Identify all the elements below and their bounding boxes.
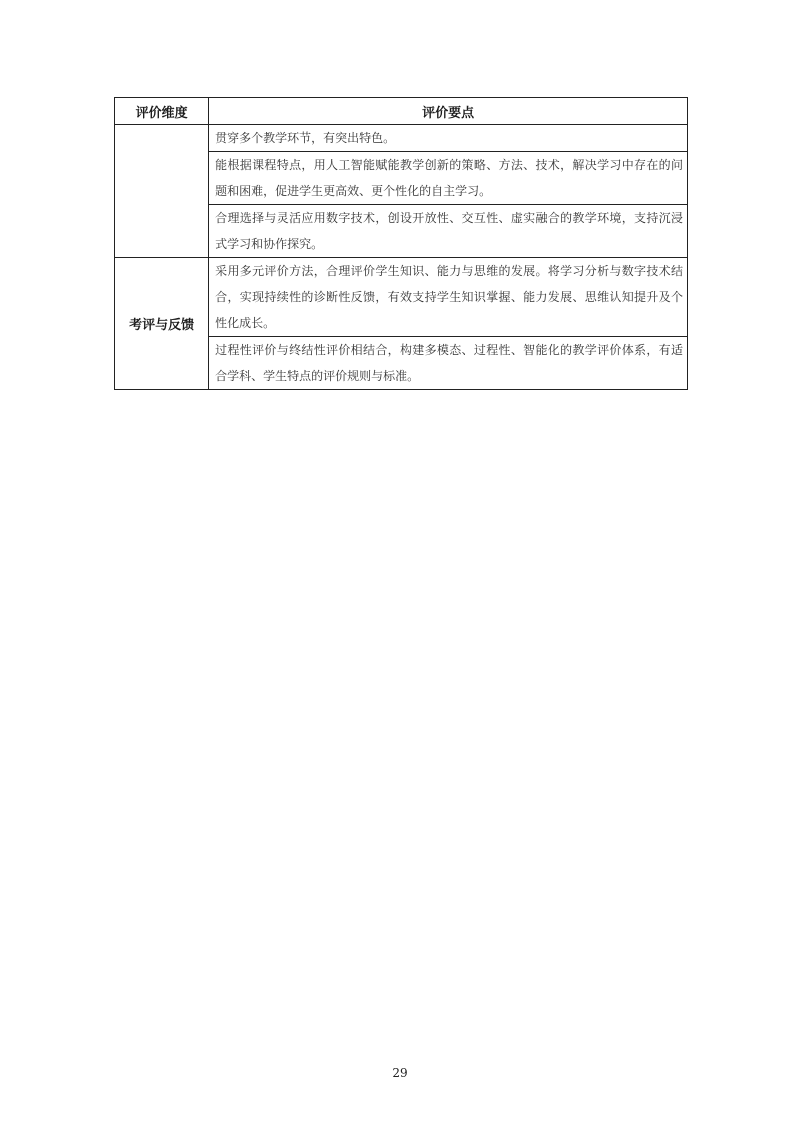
header-dimension: 评价维度 [115, 98, 209, 125]
point-cell: 过程性评价与终结性评价相结合，构建多模态、过程性、智能化的教学评价体系，有适合学科、学生特点的评价规则与标准。 [209, 337, 688, 390]
header-points: 评价要点 [209, 98, 688, 125]
dimension-cell: 考评与反馈 [115, 258, 209, 390]
point-cell: 贯穿多个教学环节，有突出特色。 [209, 125, 688, 152]
dimension-cell [115, 125, 209, 258]
point-cell: 合理选择与灵活应用数字技术，创设开放性、交互性、虚实融合的教学环境，支持沉浸式学习和协作探究。 [209, 205, 688, 258]
table-header-row [115, 98, 688, 125]
table-row [115, 258, 688, 337]
point-cell: 能根据课程特点，用人工智能赋能教学创新的策略、方法、技术，解决学习中存在的问题和困难，促进学生更高效、更个性化的自主学习。 [209, 152, 688, 205]
page-number: 29 [392, 1066, 408, 1080]
point-cell: 采用多元评价方法，合理评价学生知识、能力与思维的发展。将学习分析与数字技术结合，实现持续性的诊断性反馈，有效支持学生知识掌握、能力发展、思维认知提升及个性化成长。 [209, 258, 688, 337]
evaluation-table [114, 97, 688, 390]
table-row [115, 125, 688, 152]
